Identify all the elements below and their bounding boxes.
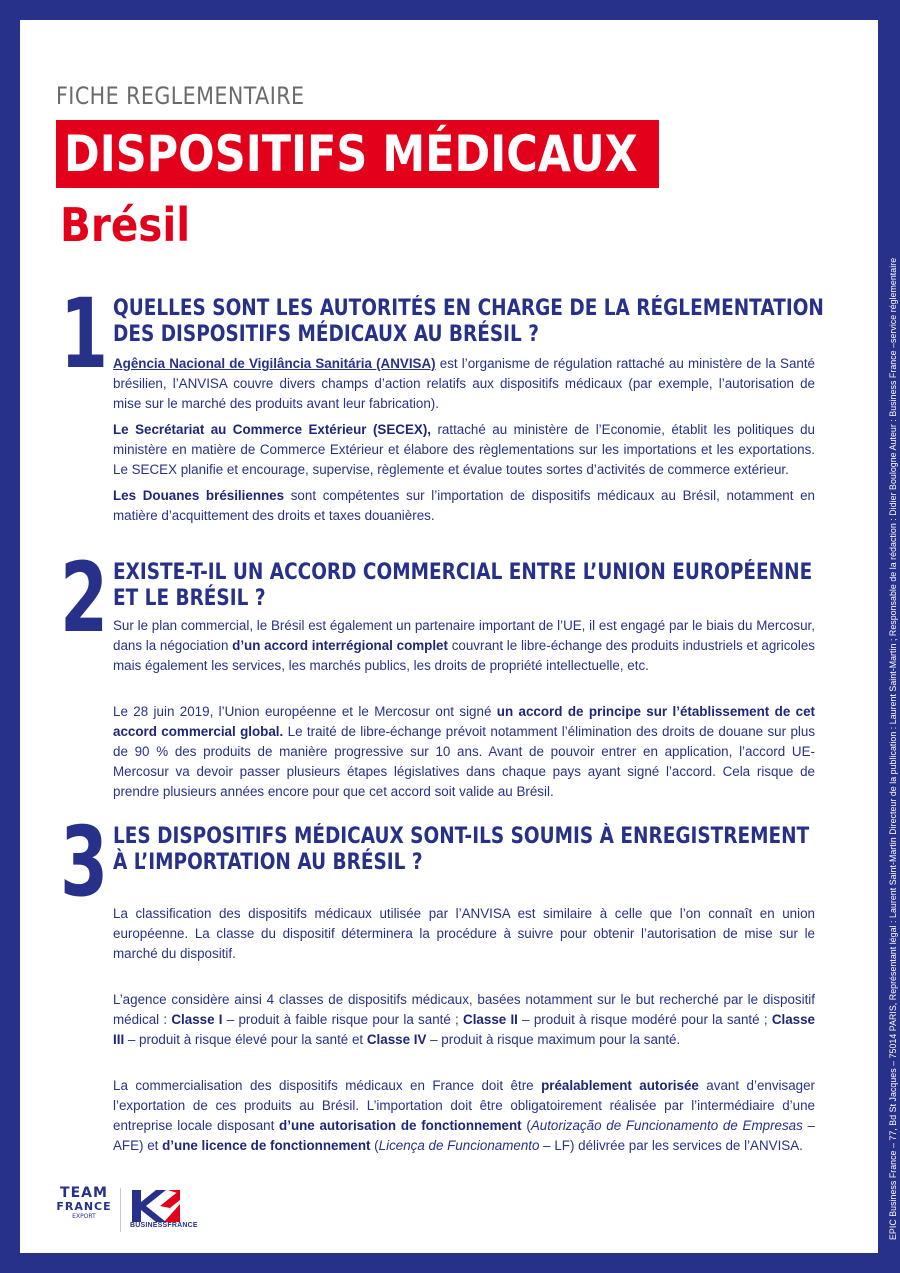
paragraph bbox=[113, 486, 815, 526]
text: sont compétentes sur l’importation de dispositifs médicaux au Brésil, notamment en matière d’acquittement des droits et taxes douanières. bbox=[113, 488, 815, 523]
section-heading bbox=[113, 296, 824, 348]
heading-line: DES DISPOSITIFS MÉDICAUX AU BRÉSIL ? bbox=[113, 322, 539, 347]
text: ( bbox=[370, 1138, 379, 1153]
section-number: 1 bbox=[60, 278, 109, 390]
text: – produit à risque élevé pour la santé et bbox=[124, 1032, 367, 1047]
logo-divider bbox=[120, 1188, 121, 1232]
business-france-arrow-icon bbox=[132, 1190, 182, 1222]
section-body bbox=[113, 904, 815, 1162]
section-number: 2 bbox=[60, 542, 109, 654]
heading-line: ET LE BRÉSIL ? bbox=[113, 586, 266, 611]
footer-logos bbox=[56, 1186, 256, 1236]
strong-text: d’une autorisation de fonctionnement bbox=[279, 1118, 522, 1133]
logo-text: TEAM bbox=[60, 1185, 108, 1201]
text: avant d’envisager l’exportation de ces produits au Brésil. L’importation doit être obligatoirement réalisée par l’intermédiaire d’une entreprise locale disposant bbox=[113, 1078, 816, 1133]
paragraph: La classification des dispositifs médicaux utilisée par l’ANVISA est similaire à celle que l’on connaît en union européenne. La classe du dispositif déterminera la procédure à suivre pour obtenir l’autorisation de mise sur le marché du dispositif. bbox=[113, 906, 815, 961]
heading-line: QUELLES SONT LES AUTORITÉS EN CHARGE DE LA RÉGLEMENTATION bbox=[113, 296, 824, 321]
paragraph bbox=[113, 354, 815, 414]
paragraph bbox=[113, 616, 815, 676]
text: – produit à risque maximum pour la santé. bbox=[426, 1032, 681, 1047]
italic-text: Licença de Funcionamento bbox=[378, 1138, 540, 1153]
anvisa-link[interactable]: Agência Nacional de Vigilância Sanitária (ANVISA) bbox=[113, 356, 436, 371]
business-france-label: BUSINESSFRANCE bbox=[130, 1222, 198, 1229]
logo-text: FRANCE bbox=[56, 1200, 112, 1213]
heading-line: À L’IMPORTATION AU BRÉSIL ? bbox=[113, 850, 423, 875]
text: L’agence considère ainsi 4 classes de dispositifs médicaux, basées notamment sur le but recherché par le dispositif médical : bbox=[113, 992, 815, 1027]
text: – LF) délivrée par les services de l’ANVISA. bbox=[539, 1138, 803, 1153]
strong-text: préalablement autorisée bbox=[541, 1078, 699, 1093]
text: ( bbox=[521, 1118, 531, 1133]
legal-side-note: EPIC Business France – 77, Bd St Jacques – 75014 PARIS, Représentant légal : Laurent Saint-Martin Directeur de la publication : Laurent Saint-Martin ; Responsable de la rédaction : Didier Boulogne Auteur : Business France –service réglementaire bbox=[888, 257, 898, 1240]
strong-text: d’une licence de fonctionnement bbox=[162, 1138, 371, 1153]
strong-text: Classe I bbox=[171, 1012, 223, 1027]
strong-text: Les Douanes brésiliennes bbox=[113, 488, 285, 503]
section-body bbox=[113, 616, 815, 808]
text: rattaché au ministère de l’Economie, établit les politiques du ministère en matière de Commerce Extérieur et élabore des règlementations sur les importations et les exportations. Le SECEX planifie et encourage, supervise, règlemente et évalue toutes sortes d’activités de commerce extérieur. bbox=[113, 422, 816, 477]
text: – produit à faible risque pour la santé ; bbox=[222, 1012, 464, 1027]
section-heading bbox=[113, 824, 810, 876]
team-france-export-logo bbox=[56, 1186, 112, 1221]
text: Le 28 juin 2019, l’Union européenne et le Mercosur ont signé bbox=[113, 704, 497, 719]
strong-text: d’un accord interrégional complet bbox=[232, 638, 448, 653]
strong-text: un accord de principe sur l’établissement de cet accord commercial global. bbox=[113, 704, 815, 739]
country-title: Brésil bbox=[60, 198, 191, 252]
text: Le traité de libre-échange prévoit notamment l’élimination des droits de douane sur plus de 90 % des produits de manière progressive sur 10 ans. Avant de pouvoir entrer en application, l’accord UE-Mercosur va devoir passer plusieurs étapes législatives dans chaque pays ayant signé l’accord. Cela risque de prendre plusieurs années encore pour que cet accord soit valide au Brésil. bbox=[113, 724, 816, 799]
italic-text: Autorização de Funcionamento de Empresas bbox=[530, 1118, 803, 1133]
document-kicker: FICHE REGLEMENTAIRE bbox=[56, 82, 305, 110]
paragraph bbox=[113, 990, 815, 1050]
strong-text: Classe II bbox=[463, 1012, 518, 1027]
text: Sur le plan commercial, le Brésil est également un partenaire important de l’UE, il est engagé par le biais du Mercosur, dans la négociation bbox=[113, 618, 815, 653]
strong-text: Le Secrétariat au Commerce Extérieur (SECEX), bbox=[113, 422, 431, 437]
section-number: 3 bbox=[60, 806, 109, 918]
paragraph bbox=[113, 420, 815, 480]
title-banner bbox=[56, 120, 659, 188]
paragraph bbox=[113, 702, 815, 802]
text: est l’organisme de régulation rattaché au ministère de la Santé brésilien, l’ANVISA couvre divers champs d’action relatifs aux dispositifs médicaux (par exemple, l’autorisation de mise sur le marché des produits avant leur fabrication). bbox=[113, 356, 816, 411]
text: – produit à risque modéré pour la santé ; bbox=[517, 1012, 772, 1027]
logo-text: EXPORT bbox=[72, 1213, 96, 1220]
section-heading bbox=[113, 560, 813, 612]
heading-line: EXISTE-T-IL UN ACCORD COMMERCIAL ENTRE L’UNION EUROPÉENNE bbox=[113, 560, 813, 585]
document-page bbox=[20, 20, 878, 1253]
text: couvrant le libre-échange des produits industriels et agricoles mais également les services, les marchés publics, les droits de propriété intellectuelle, etc. bbox=[113, 638, 815, 673]
strong-text: Classe III bbox=[113, 1012, 815, 1047]
heading-line: LES DISPOSITIFS MÉDICAUX SONT-ILS SOUMIS À ENREGISTREMENT bbox=[113, 824, 810, 849]
section-body bbox=[113, 354, 815, 532]
paragraph bbox=[113, 1076, 815, 1156]
strong-text: Classe IV bbox=[366, 1032, 427, 1047]
text: – AFE) et bbox=[113, 1118, 815, 1153]
document-title: DISPOSITIFS MÉDICAUX bbox=[64, 125, 638, 183]
text: La commercialisation des dispositifs médicaux en France doit être bbox=[113, 1078, 542, 1093]
